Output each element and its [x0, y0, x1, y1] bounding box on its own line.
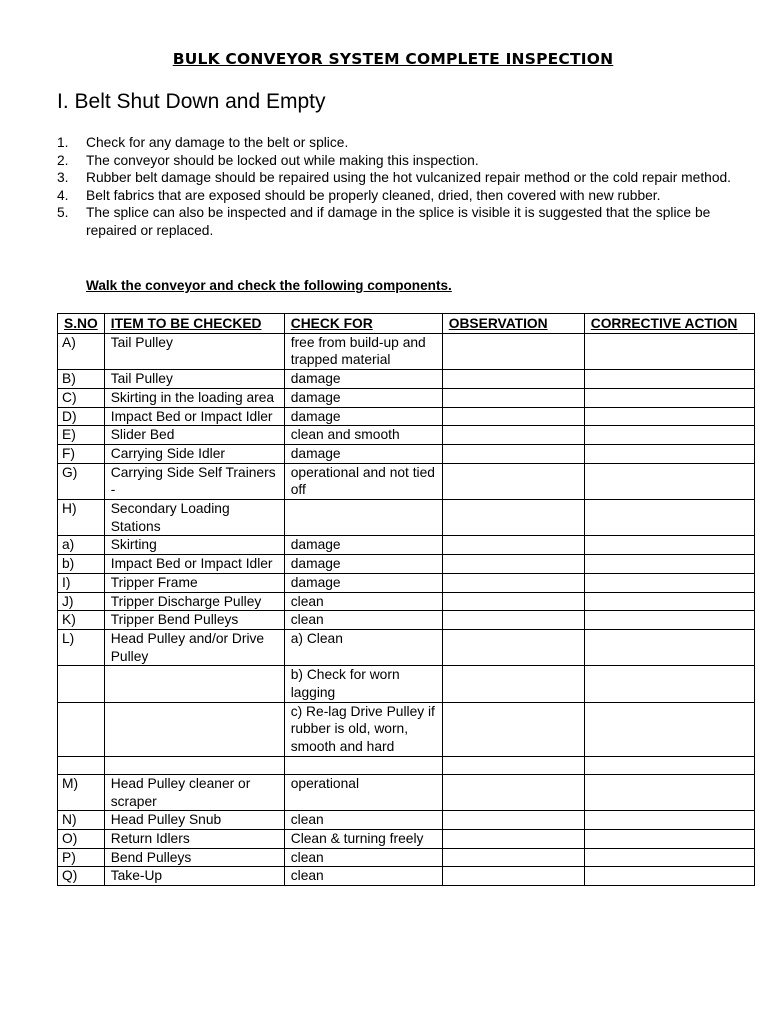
table-row	[58, 500, 755, 536]
table-row	[58, 407, 755, 426]
cell-check-for: damage	[284, 536, 442, 555]
cell-observation	[442, 774, 584, 810]
cell-sno: H)	[58, 500, 105, 536]
cell-item: Tripper Frame	[104, 573, 284, 592]
cell-corrective-action	[584, 756, 754, 774]
cell-observation	[442, 573, 584, 592]
cell-item: Secondary Loading Stations	[104, 500, 284, 536]
instruction-item	[57, 204, 737, 239]
cell-corrective-action	[584, 666, 754, 702]
table-row	[58, 811, 755, 830]
cell-observation	[442, 463, 584, 499]
cell-sno: M)	[58, 774, 105, 810]
cell-item: Head Pulley Snub	[104, 811, 284, 830]
table-row	[58, 388, 755, 407]
cell-sno	[58, 756, 105, 774]
table-row	[58, 444, 755, 463]
cell-observation	[442, 536, 584, 555]
header-observation: OBSERVATION	[442, 314, 584, 334]
cell-sno: A)	[58, 333, 105, 369]
cell-item: Bend Pulleys	[104, 848, 284, 867]
cell-corrective-action	[584, 333, 754, 369]
cell-item: Return Idlers	[104, 829, 284, 848]
cell-corrective-action	[584, 370, 754, 389]
table-row	[58, 555, 755, 574]
cell-sno: E)	[58, 426, 105, 445]
header-item: ITEM TO BE CHECKED	[104, 314, 284, 334]
cell-item	[104, 756, 284, 774]
cell-corrective-action	[584, 463, 754, 499]
cell-corrective-action	[584, 774, 754, 810]
cell-observation	[442, 756, 584, 774]
table-row	[58, 333, 755, 369]
cell-corrective-action	[584, 702, 754, 756]
cell-sno: G)	[58, 463, 105, 499]
cell-sno: K)	[58, 611, 105, 630]
cell-sno: b)	[58, 555, 105, 574]
table-row	[58, 848, 755, 867]
cell-item: Tail Pulley	[104, 370, 284, 389]
cell-observation	[442, 407, 584, 426]
cell-corrective-action	[584, 407, 754, 426]
cell-observation	[442, 867, 584, 886]
instruction-number: 4.	[57, 187, 69, 203]
instruction-text: Rubber belt damage should be repaired using the hot vulcanized repair method or the cold repair method.	[86, 170, 732, 186]
table-row	[58, 536, 755, 555]
instruction-number: 5.	[57, 205, 69, 221]
cell-observation	[442, 500, 584, 536]
table-body	[58, 333, 755, 885]
cell-check-for: operational	[284, 774, 442, 810]
table-header-row	[58, 314, 755, 334]
table-row	[58, 774, 755, 810]
cell-item: Head Pulley and/or Drive Pulley	[104, 629, 284, 665]
cell-observation	[442, 444, 584, 463]
instruction-number: 1.	[57, 135, 69, 150]
cell-check-for: operational and not tied off	[284, 463, 442, 499]
table-row	[58, 702, 755, 756]
section-heading: I. Belt Shut Down and Empty	[57, 90, 326, 113]
cell-check-for: clean and smooth	[284, 426, 442, 445]
instruction-list	[57, 134, 737, 240]
instruction-number: 2.	[57, 152, 69, 168]
table-row	[58, 426, 755, 445]
instruction-text: Check for any damage to the belt or splice.	[86, 135, 349, 150]
cell-sno	[58, 702, 105, 756]
cell-observation	[442, 829, 584, 848]
cell-sno: N)	[58, 811, 105, 830]
cell-observation	[442, 333, 584, 369]
cell-item: Slider Bed	[104, 426, 284, 445]
header-sno: S.NO	[58, 314, 105, 334]
table-row	[58, 756, 755, 774]
cell-item: Impact Bed or Impact Idler	[104, 407, 284, 426]
instruction-item	[57, 187, 737, 205]
cell-observation	[442, 611, 584, 630]
cell-item: Impact Bed or Impact Idler	[104, 555, 284, 574]
cell-corrective-action	[584, 848, 754, 867]
cell-item: Skirting in the loading area	[104, 388, 284, 407]
cell-observation	[442, 811, 584, 830]
cell-sno: P)	[58, 848, 105, 867]
cell-check-for	[284, 500, 442, 536]
cell-observation	[442, 370, 584, 389]
table-row	[58, 592, 755, 611]
cell-observation	[442, 555, 584, 574]
walk-instruction: Walk the conveyor and check the following components.	[86, 278, 452, 293]
cell-check-for: clean	[284, 811, 442, 830]
header-check-for: CHECK FOR	[284, 314, 442, 334]
cell-sno: I)	[58, 573, 105, 592]
cell-check-for: damage	[284, 370, 442, 389]
cell-corrective-action	[584, 629, 754, 665]
instruction-item	[57, 134, 737, 152]
cell-corrective-action	[584, 388, 754, 407]
cell-observation	[442, 666, 584, 702]
cell-observation	[442, 592, 584, 611]
cell-item: Tripper Discharge Pulley	[104, 592, 284, 611]
cell-check-for: clean	[284, 867, 442, 886]
cell-item: Take-Up	[104, 867, 284, 886]
cell-corrective-action	[584, 555, 754, 574]
cell-item: Head Pulley cleaner or scraper	[104, 774, 284, 810]
cell-item	[104, 666, 284, 702]
cell-corrective-action	[584, 573, 754, 592]
cell-corrective-action	[584, 426, 754, 445]
table-row	[58, 666, 755, 702]
cell-check-for: damage	[284, 444, 442, 463]
table-row	[58, 573, 755, 592]
cell-check-for: Clean & turning freely	[284, 829, 442, 848]
cell-observation	[442, 388, 584, 407]
cell-check-for	[284, 756, 442, 774]
cell-corrective-action	[584, 536, 754, 555]
cell-sno: J)	[58, 592, 105, 611]
cell-sno: F)	[58, 444, 105, 463]
document-title: BULK CONVEYOR SYSTEM COMPLETE INSPECTION	[172, 50, 614, 68]
instruction-item	[57, 152, 737, 170]
cell-item: Skirting	[104, 536, 284, 555]
cell-item: Tripper Bend Pulleys	[104, 611, 284, 630]
cell-sno: C)	[58, 388, 105, 407]
cell-sno: O)	[58, 829, 105, 848]
cell-check-for: damage	[284, 555, 442, 574]
header-corrective-action: CORRECTIVE ACTION	[584, 314, 754, 334]
cell-sno: B)	[58, 370, 105, 389]
cell-item: Carrying Side Idler	[104, 444, 284, 463]
cell-item: Carrying Side Self Trainers -	[104, 463, 284, 499]
cell-check-for: clean	[284, 848, 442, 867]
cell-observation	[442, 426, 584, 445]
cell-check-for: clean	[284, 592, 442, 611]
cell-observation	[442, 629, 584, 665]
table-row	[58, 611, 755, 630]
cell-corrective-action	[584, 829, 754, 848]
instruction-number: 3.	[57, 170, 69, 186]
cell-check-for: damage	[284, 388, 442, 407]
instruction-text: The splice can also be inspected and if damage in the splice is visible it is suggested that the splice be repaired or replaced.	[86, 205, 711, 238]
cell-corrective-action	[584, 592, 754, 611]
cell-sno: D)	[58, 407, 105, 426]
cell-item: Tail Pulley	[104, 333, 284, 369]
instruction-text: Belt fabrics that are exposed should be properly cleaned, dried, then covered with new rubber.	[86, 187, 661, 203]
instruction-item	[57, 169, 737, 187]
table-row	[58, 829, 755, 848]
table-row	[58, 370, 755, 389]
cell-check-for: c) Re-lag Drive Pulley if rubber is old, worn, smooth and hard	[284, 702, 442, 756]
cell-corrective-action	[584, 611, 754, 630]
cell-check-for: damage	[284, 407, 442, 426]
cell-corrective-action	[584, 500, 754, 536]
cell-observation	[442, 702, 584, 756]
table-row	[58, 867, 755, 886]
cell-sno: Q)	[58, 867, 105, 886]
table-row	[58, 463, 755, 499]
cell-sno	[58, 666, 105, 702]
cell-sno: a)	[58, 536, 105, 555]
cell-check-for: a) Clean	[284, 629, 442, 665]
cell-check-for: clean	[284, 611, 442, 630]
instruction-text: The conveyor should be locked out while making this inspection.	[86, 152, 479, 168]
cell-sno: L)	[58, 629, 105, 665]
inspection-table	[57, 313, 755, 886]
cell-corrective-action	[584, 867, 754, 886]
table-row	[58, 629, 755, 665]
cell-check-for: damage	[284, 573, 442, 592]
cell-check-for: free from build-up and trapped material	[284, 333, 442, 369]
cell-observation	[442, 848, 584, 867]
cell-item	[104, 702, 284, 756]
cell-corrective-action	[584, 444, 754, 463]
cell-check-for: b) Check for worn lagging	[284, 666, 442, 702]
cell-corrective-action	[584, 811, 754, 830]
